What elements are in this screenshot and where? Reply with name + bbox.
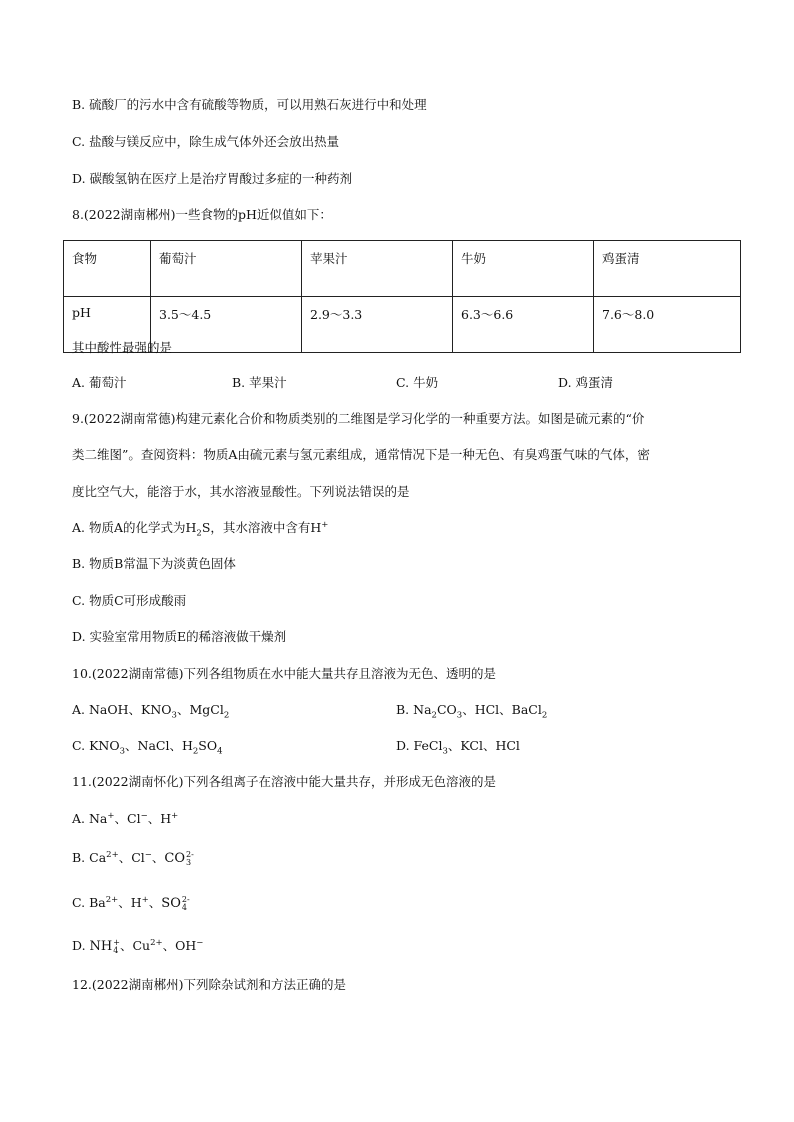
q7-option-d: D. 碳酸氢钠在医疗上是治疗胃酸过多症的一种药剂 — [72, 171, 353, 186]
q8-option-d: D. 鸡蛋清 — [558, 375, 614, 390]
q9-option-b: B. 物质B常温下为淡黄色固体 — [72, 556, 236, 571]
ammonium-ion: NH + 4 — [89, 937, 120, 955]
food-ph-table — [63, 240, 741, 353]
question-12-stem: 12.(2022湖南郴州)下列除杂试剂和方法正确的是 — [72, 977, 346, 992]
table-cell: 鸡蛋清 — [594, 241, 741, 297]
question-9-line-1: 9.(2022湖南常德)构建元素化合价和物质类别的二维图是学习化学的一种重要方法。如图是硫元素的“价 — [72, 411, 645, 426]
q10-option-b: B. $Na_2CO_3$、HCl、BaCl$_2$ — [396, 702, 548, 721]
q9-option-a: A. 物质A的化学式为$H_2S$，其水溶液中含有H+ — [72, 519, 329, 539]
table-cell: 葡萄汁 — [151, 241, 302, 297]
table-cell: 6.3～6.6 — [453, 297, 594, 353]
table-cell: pH — [64, 297, 151, 353]
table-cell: 3.5～4.5 — [151, 297, 302, 353]
question-9-line-3: 度比空气大，能溶于水，其水溶液显酸性。下列说法错误的是 — [72, 484, 410, 499]
q7-option-c: C. 盐酸与镁反应中，除生成气体外还会放出热量 — [72, 134, 340, 149]
q11-option-a: A. Na+、Cl−、H+ — [72, 810, 179, 826]
carbonate-ion: CO 2- 3 — [164, 849, 194, 867]
table-cell: 2.9～3.3 — [302, 297, 453, 353]
question-8-stem: 8.(2022湖南郴州)一些食物的pH近似值如下： — [72, 207, 332, 222]
q8-option-c: C. 牛奶 — [396, 375, 439, 390]
q9-option-d: D. 实验室常用物质E的稀溶液做干燥剂 — [72, 629, 287, 644]
table-cell: 牛奶 — [453, 241, 594, 297]
question-8-prompt: 其中酸性最强的是 — [72, 340, 173, 355]
q10-option-a: A. NaOH、$KNO_3$、MgCl$_2$ — [72, 702, 230, 721]
question-11-stem: 11.(2022湖南怀化)下列各组离子在溶液中能大量共存，并形成无色溶液的是 — [72, 774, 496, 789]
q11-option-b: B. $Ca^{2+}$、Cl−、CO 2- 3 — [72, 849, 194, 867]
q8-option-a: A. 葡萄汁 — [72, 375, 127, 390]
q10-option-c: C. $KNO_3$、NaCl、$H_2SO_4$ — [72, 738, 223, 757]
q11-option-d: D. NH + 4 、$Cu^{2+}$、OH− — [72, 937, 204, 955]
q8-option-b: B. 苹果汁 — [232, 375, 287, 390]
table-cell: 食物 — [64, 241, 151, 297]
sulfate-ion: SO 2- 4 — [161, 894, 190, 912]
q11-option-c: C. $Ba^{2+}$、H+、SO 2- 4 — [72, 894, 190, 912]
q9-option-c: C. 物质C可形成酸雨 — [72, 593, 187, 608]
q7-option-b: B. 硫酸厂的污水中含有硫酸等物质，可以用熟石灰进行中和处理 — [72, 97, 427, 112]
question-10-stem: 10.(2022湖南常德)下列各组物质在水中能大量共存且溶液为无色、透明的是 — [72, 666, 496, 681]
question-9-line-2: 类二维图”。查阅资料：物质A由硫元素与氢元素组成，通常情况下是一种无色、有臭鸡蛋气味的气体，密 — [72, 447, 650, 462]
table-row — [64, 241, 741, 297]
table-cell: 苹果汁 — [302, 241, 453, 297]
table-cell: 7.6～8.0 — [594, 297, 741, 353]
q10-option-d: D. FeCl$_3$、KCl、HCl — [396, 738, 520, 757]
